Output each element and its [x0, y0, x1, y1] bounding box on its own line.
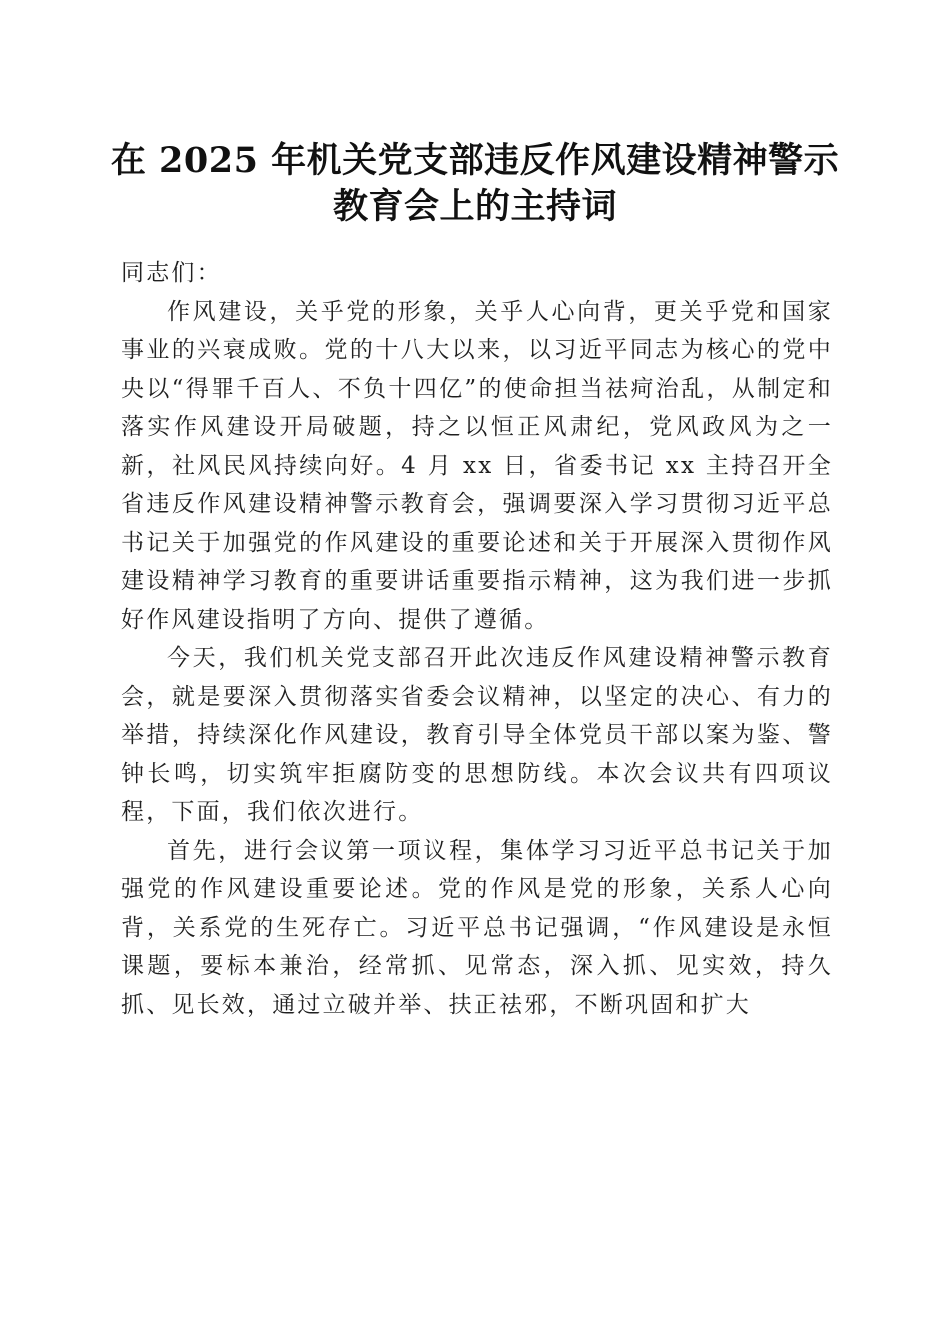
paragraph-1: 作风建设，关乎党的形象，关乎人心向背，更关乎党和国家事业的兴衰成败。党的十八大以来，以习近平同志为核心的党中央以“得罪千百人、不负十四亿”的使命担当祛疴治乱，从制定和落实作风建设开局破题，持之以恒正风肃纪，党风政风为之一新，社风民风持续向好。4 月 xx 日，省委书记 xx 主持召开全省违反作风建设精神警示教育会，强调要深入学习贯彻习近平总书记关于加强党的作风建设的重要论述和关于开展深入贯彻作风建设精神学习教育的重要讲话重要指示精神，这为我们进一步抓好作风建设指明了方向、提供了遵循。 — [121, 298, 833, 633]
title-line-2: 教育会上的主持词 — [332, 186, 617, 227]
paragraph-2: 今天，我们机关党支部召开此次违反作风建设精神警示教育会，就是要深入贯彻落实省委会议精神，以坚定的决心、有力的举措，持续深化作风建设，教育引导全体党员干部以案为鉴、警钟长鸣，切实筑牢拒腐防变的思想防线。本次会议共有四项议程，下面，我们依次进行。 — [121, 645, 833, 825]
paragraph-3: 首先，进行会议第一项议程，集体学习习近平总书记关于加强党的作风建设重要论述。党的作风是党的形象，关系人心向背，关系党的生死存亡。习近平总书记强调，“作风建设是永恒课题，要标本兼治，经常抓、见常态，深入抓、见实效，持久抓、见长效，通过立破并举、扶正祛邪，不断巩固和扩大 — [121, 837, 833, 1018]
greeting: 同志们： — [121, 260, 222, 286]
document-title — [100, 138, 850, 230]
title-line-1: 在 2025 年机关党支部违反作风建设精神警示 — [110, 140, 840, 181]
document-body — [121, 254, 833, 1024]
